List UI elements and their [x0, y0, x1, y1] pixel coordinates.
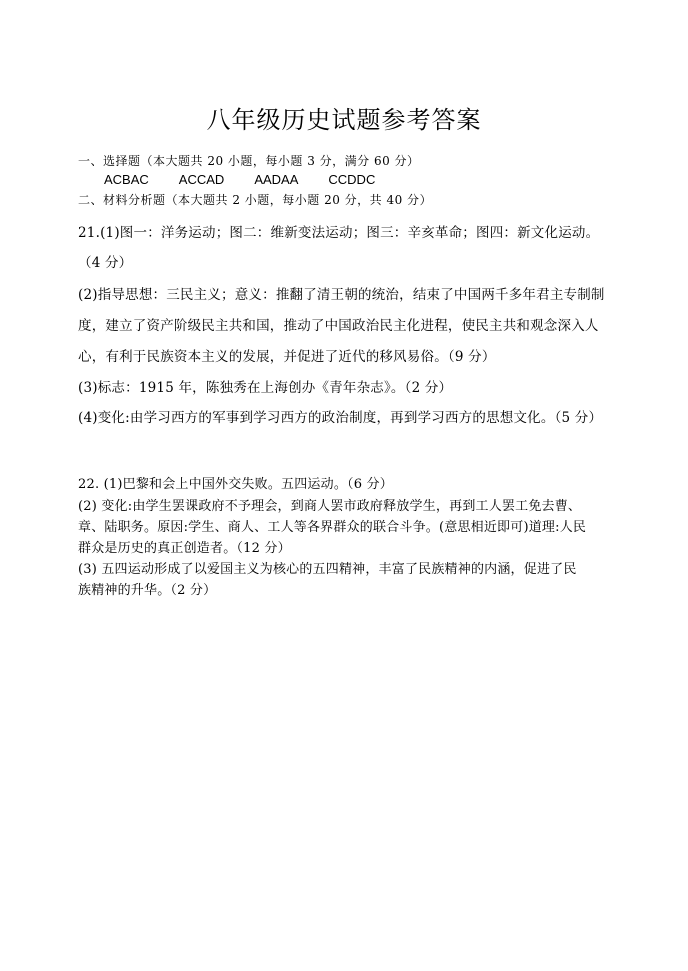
answer-group-2: ACCAD [178, 172, 225, 187]
q22-line4: 群众是历史的真正创造者。（12 分） [78, 541, 291, 556]
q22-line2: (2) 变化:由学生罢课政府不予理会，到商人罢市政府释放学生，再到工人罢工免去曹、 [78, 499, 582, 514]
section1-heading: 一、选择题（本大题共 20 小题，每小题 3 分，满分 60 分） [78, 154, 420, 168]
answer-group-1: ACBAC [104, 172, 149, 187]
q22-line6: 族精神的升华。（2 分） [78, 583, 217, 598]
choice-answers [104, 172, 405, 187]
q21-line6: (3)标志：1915 年，陈独秀在上海创办《青年杂志》。（2 分） [78, 380, 453, 396]
q21-line3: (2)指导思想：三民主义；意义：推翻了清王朝的统治，结束了中国两千多年君主专制制 [78, 287, 605, 303]
q22-line1: 22. (1)巴黎和会上中国外交失败。五四运动。（6 分） [78, 477, 393, 492]
q21-line2: （4 分） [78, 255, 133, 271]
section2-heading: 二、材料分析题（本大题共 2 小题，每小题 20 分，共 40 分） [78, 193, 433, 207]
q21-line4: 度，建立了资产阶级民主共和国，推动了中国政治民主化进程，使民主共和观念深入人 [78, 318, 599, 334]
q21-line7: (4)变化:由学习西方的军事到学习西方的政治制度，再到学习西方的思想文化。（5 分） [78, 410, 603, 426]
q21-line5: 心，有利于民族资本主义的发展，并促进了近代的移风易俗。（9 分） [78, 349, 496, 365]
page-title: 八年级历史试题参考答案 [206, 106, 482, 134]
q21-line1: 21.(1)图一：洋务运动；图二：维新变法运动；图三：辛亥革命；图四：新文化运动。 [78, 225, 600, 241]
answer-group-4: CCDDC [328, 172, 376, 187]
q22-line3: 章、陆职务。原因:学生、商人、工人等各界群众的联合斗争。(意思相近即可)道理:人民 [78, 520, 587, 535]
q22-line5: (3) 五四运动形成了以爱国主义为核心的五四精神，丰富了民族精神的内涵，促进了民 [78, 562, 577, 577]
answer-group-3: AADAA [254, 172, 299, 187]
